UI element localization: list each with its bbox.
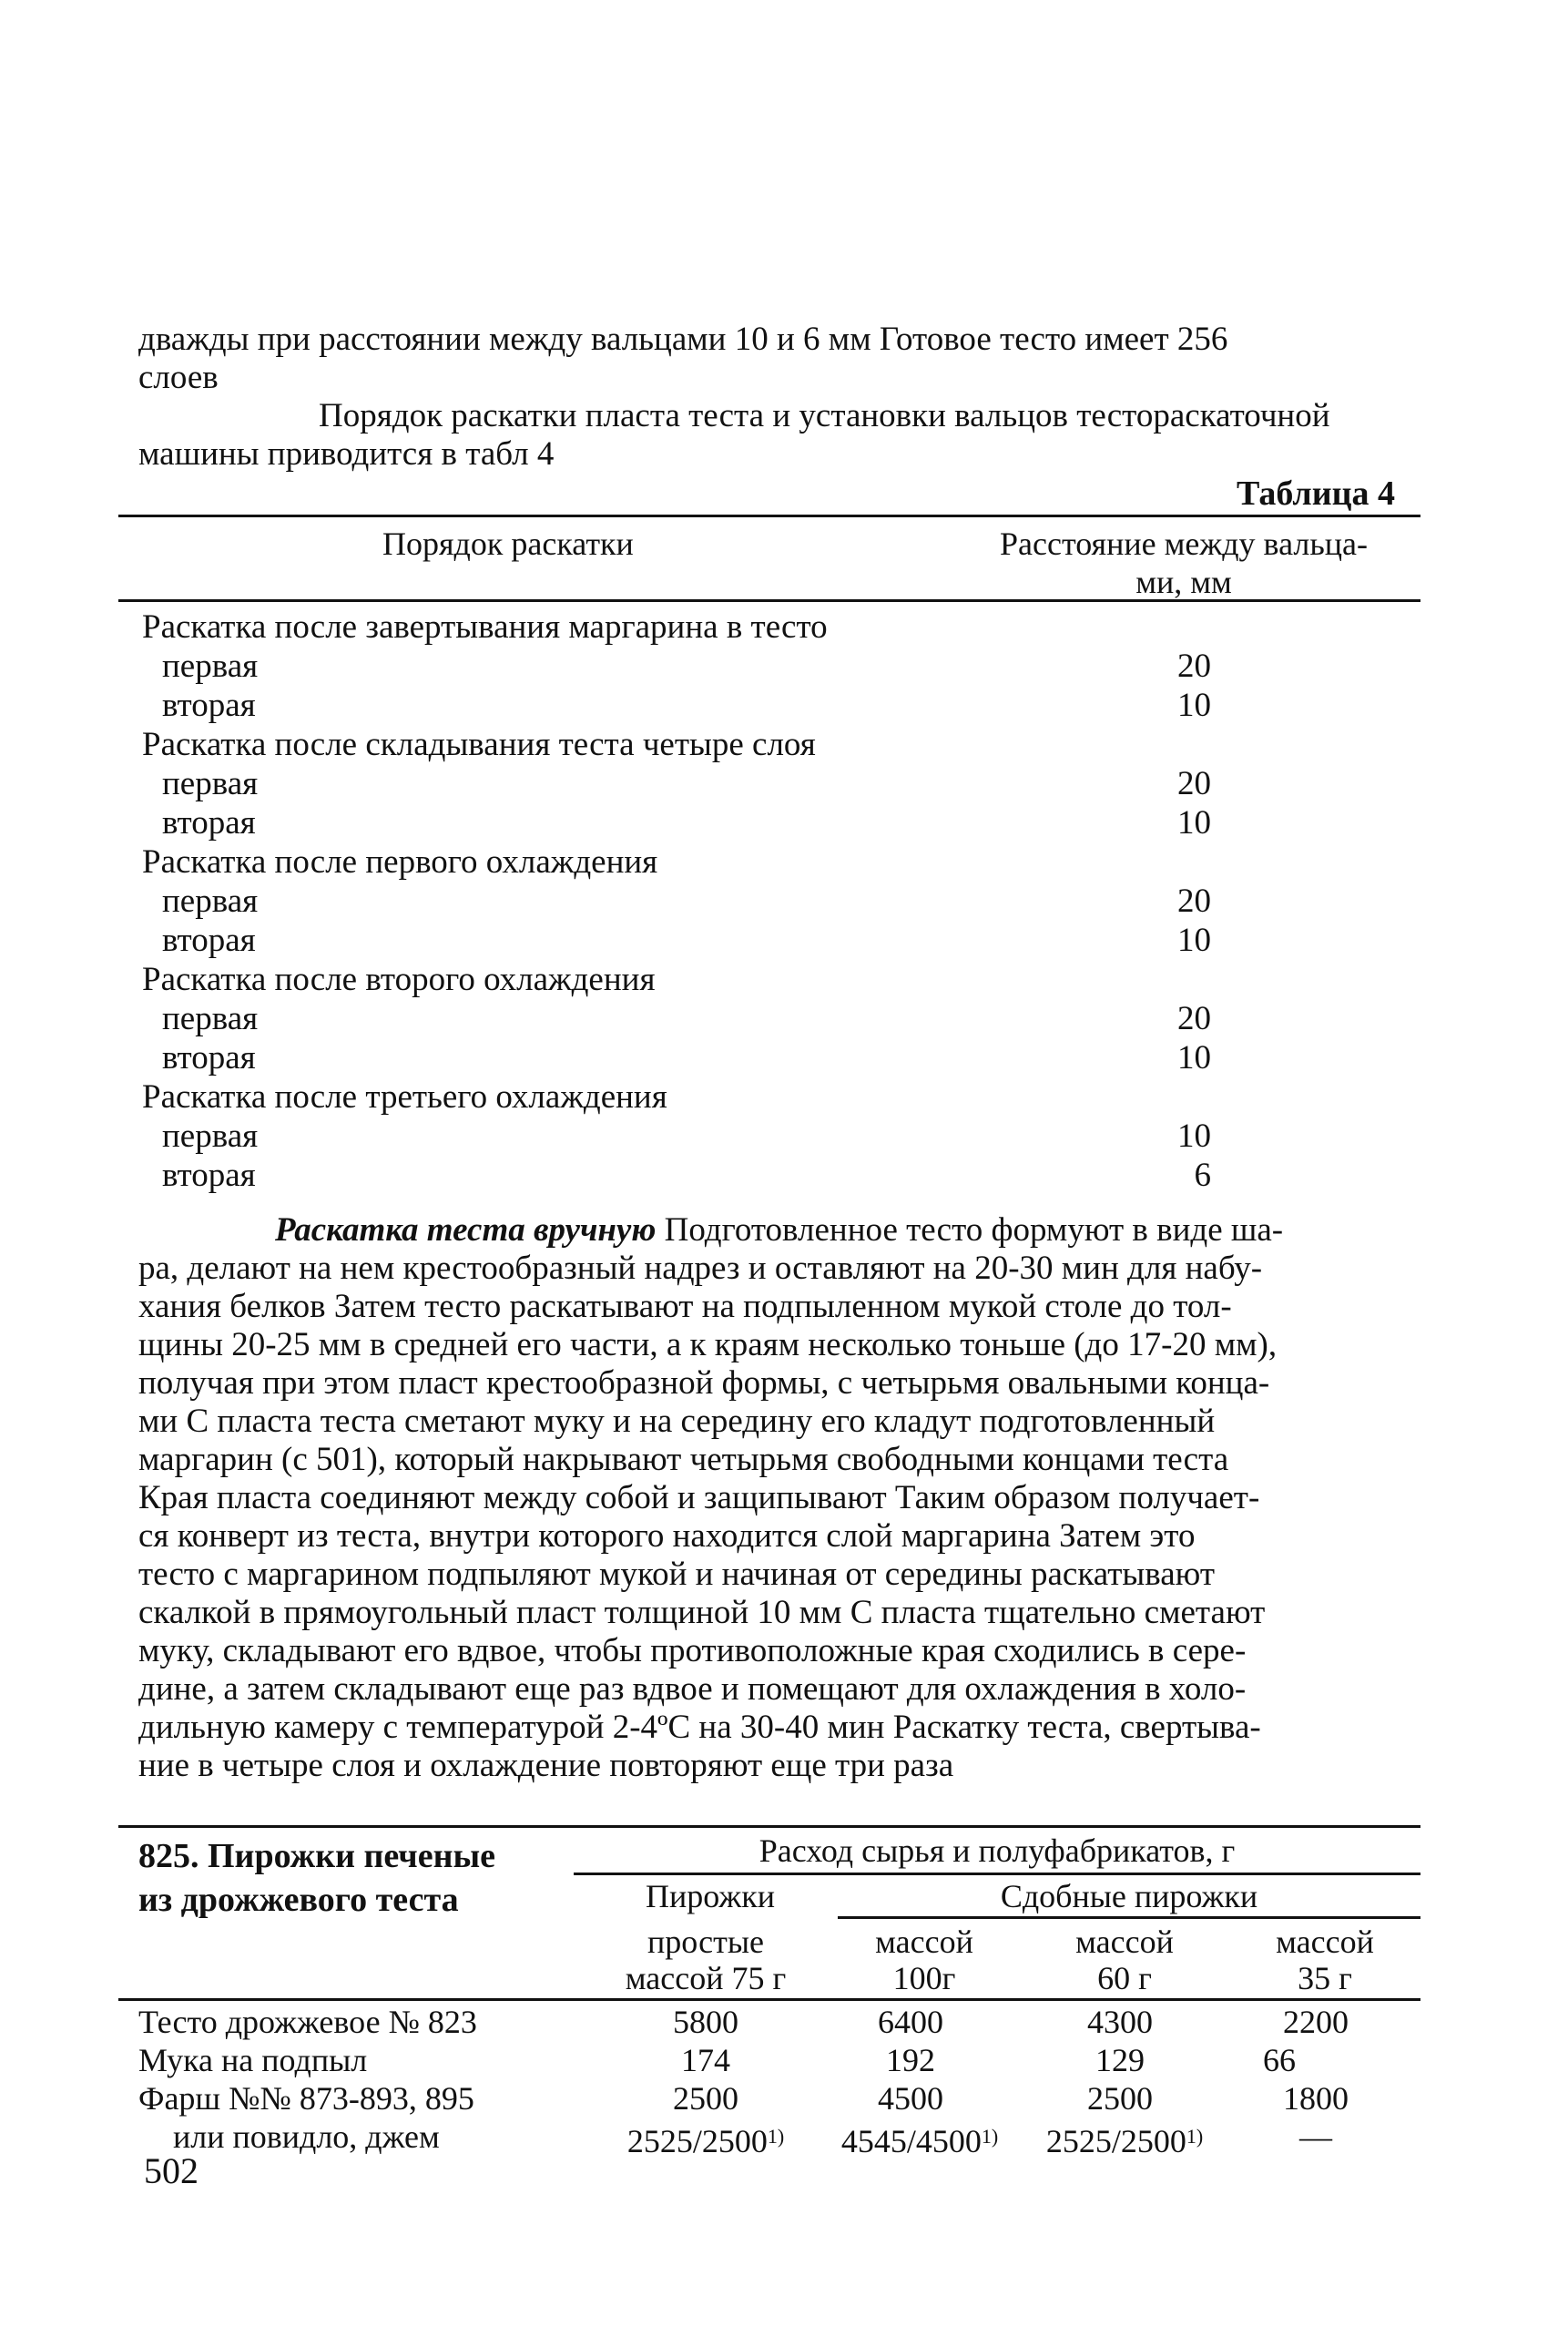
paragraph-line: хания белков Затем тесто раскатывают на подпыленном мукой столе до тол- xyxy=(138,1288,1232,1325)
intro-line: машины приводится в табл 4 xyxy=(138,435,555,473)
row-label: Фарш №№ 873-893, 895 xyxy=(138,2080,474,2117)
col-header: массой 35 г xyxy=(1276,1924,1374,1996)
row-label: Мука на подпыл xyxy=(138,2042,368,2078)
table-row: вторая 6 xyxy=(162,1157,1211,1194)
col-header: массой 60 г xyxy=(1075,1924,1174,1996)
cell: 2525/2500$^{1)}$ xyxy=(1045,2123,1204,2159)
cell: 2525/2500$^{1)}$ xyxy=(626,2123,785,2159)
table-row: Раскатка после складывания теста четыре слоя xyxy=(142,726,816,763)
rule xyxy=(118,1998,1420,2001)
table-row: Раскатка после первого охлаждения xyxy=(142,843,658,881)
cell: 5800 xyxy=(673,2004,738,2040)
paragraph-line: получая при этом пласт крестообразной формы, с четырьмя овальными конца- xyxy=(138,1364,1270,1402)
table-row: первая 20 xyxy=(162,883,1211,920)
row-label: или повидло, джем xyxy=(173,2118,440,2155)
paragraph-line: маргарин (с 501), который накрывают четырьмя свободными концами теста xyxy=(138,1441,1229,1478)
paragraph-line: Края пласта соединяют между собой и защипывают Таким образом получает- xyxy=(138,1479,1260,1516)
paragraph-line: дине, а затем складывают еще раз вдвое и помещают для охлаждения в холо- xyxy=(138,1670,1247,1708)
cell: 192 xyxy=(886,2042,935,2078)
manual-rolling-paragraph xyxy=(138,1211,1395,1785)
table-row: вторая 10 xyxy=(162,687,1211,724)
intro-text xyxy=(138,321,1395,474)
intro-line: Порядок раскатки пласта теста и установки вальцов тестораскаточной xyxy=(319,397,1330,434)
paragraph-line: ние в четыре слоя и охлаждение повторяют еще три раза xyxy=(138,1747,954,1784)
header-top: Расход сырья и полуфабрикатов, г xyxy=(759,1832,1236,1869)
table4-caption: Таблица 4 xyxy=(1236,475,1395,513)
recipe-825-table xyxy=(118,1825,1420,2199)
table4-header xyxy=(118,517,1420,599)
cell: 174 xyxy=(681,2042,730,2078)
paragraph-line: скалкой в прямоугольный пласт толщиной 10 мм С пласта тщательно сметают xyxy=(138,1594,1266,1631)
table-row: вторая 10 xyxy=(162,804,1211,842)
cell: — xyxy=(1299,2118,1332,2155)
cell: 4300 xyxy=(1087,2004,1153,2040)
paragraph-line: тесто с маргарином подпыляют мукой и начиная от середины раскатывают xyxy=(138,1556,1215,1593)
paragraph-line: Раскатка теста вручную Подготовленное тесто формуют в виде ша- xyxy=(275,1211,1284,1249)
footnote-mark: 1) xyxy=(1186,2125,1204,2148)
table-row: Раскатка после второго охлаждения xyxy=(142,961,656,998)
paragraph-line: ми С пласта теста сметают муку и на середину его кладут подготовленный xyxy=(138,1403,1216,1440)
paragraph-line: ся конверт из теста, внутри которого находится слой маргарина Затем это xyxy=(138,1517,1196,1555)
cell: 1800 xyxy=(1283,2080,1349,2117)
paragraph-line: щины 20-25 мм в средней его части, а к краям несколько тоньше (до 17-20 мм), xyxy=(138,1326,1278,1363)
paragraph-line: дильную камеру с температурой 2-4ºС на 30-40 мин Раскатку теста, свертыва- xyxy=(138,1709,1261,1746)
col-header: массой 100г xyxy=(875,1924,973,1996)
rule xyxy=(118,1825,1420,1828)
cell: 2500 xyxy=(1087,2080,1153,2117)
cell: 4545/4500$^{1)}$ xyxy=(840,2123,999,2159)
table-row: вторая 10 xyxy=(162,1039,1211,1077)
table-row: первая 20 xyxy=(162,1000,1211,1037)
cell: 4500 xyxy=(878,2080,943,2117)
footnote-mark: 1) xyxy=(767,2125,785,2148)
table4 xyxy=(118,515,1420,1195)
paragraph-line: ра, делают на нем крестообразный надрез и оставляют на 20-30 мин для набу- xyxy=(138,1250,1263,1287)
rule xyxy=(838,1916,1420,1919)
footnote-mark: 1) xyxy=(981,2125,999,2148)
cell: 129 xyxy=(1095,2042,1145,2078)
table-row: Раскатка после третьего охлаждения xyxy=(142,1078,667,1116)
rule xyxy=(574,1873,1420,1875)
cell: 6400 xyxy=(878,2004,943,2040)
table-row: первая 10 xyxy=(162,1117,1211,1155)
group-header-pirozhki: Пирожки xyxy=(646,1878,775,1914)
table-row: первая 20 xyxy=(162,765,1211,802)
cell: 2200 xyxy=(1283,2004,1349,2040)
paragraph-lead: Раскатка теста вручную xyxy=(275,1211,657,1249)
cell: 66 xyxy=(1263,2042,1296,2078)
table-row: Раскатка после завертывания маргарина в тесто xyxy=(142,608,828,646)
intro-line: слоев xyxy=(138,359,219,396)
col-header: простые массой 75 г xyxy=(625,1924,787,1996)
page-number: 502 xyxy=(144,2150,199,2191)
cell: 2500 xyxy=(673,2080,738,2117)
table4-body xyxy=(118,602,1420,1195)
table4-col2-header: Расстояние между вальца- ми, мм xyxy=(1000,526,1368,600)
recipe-title: 825. Пирожки печеные из дрожжевого теста xyxy=(138,1837,496,1919)
group-header-sdobnye: Сдобные пирожки xyxy=(1000,1878,1258,1914)
table-row: вторая 10 xyxy=(162,922,1211,959)
paragraph-line: муку, складывают его вдвое, чтобы противоположные края сходились в сере- xyxy=(138,1632,1247,1669)
intro-line: дважды при расстоянии между вальцами 10 и 6 мм Готовое тесто имеет 256 xyxy=(138,321,1228,358)
row-label: Тесто дрожжевое № 823 xyxy=(138,2004,477,2040)
table4-col1-header: Порядок раскатки xyxy=(382,526,634,562)
table-row: первая 20 xyxy=(162,648,1211,685)
